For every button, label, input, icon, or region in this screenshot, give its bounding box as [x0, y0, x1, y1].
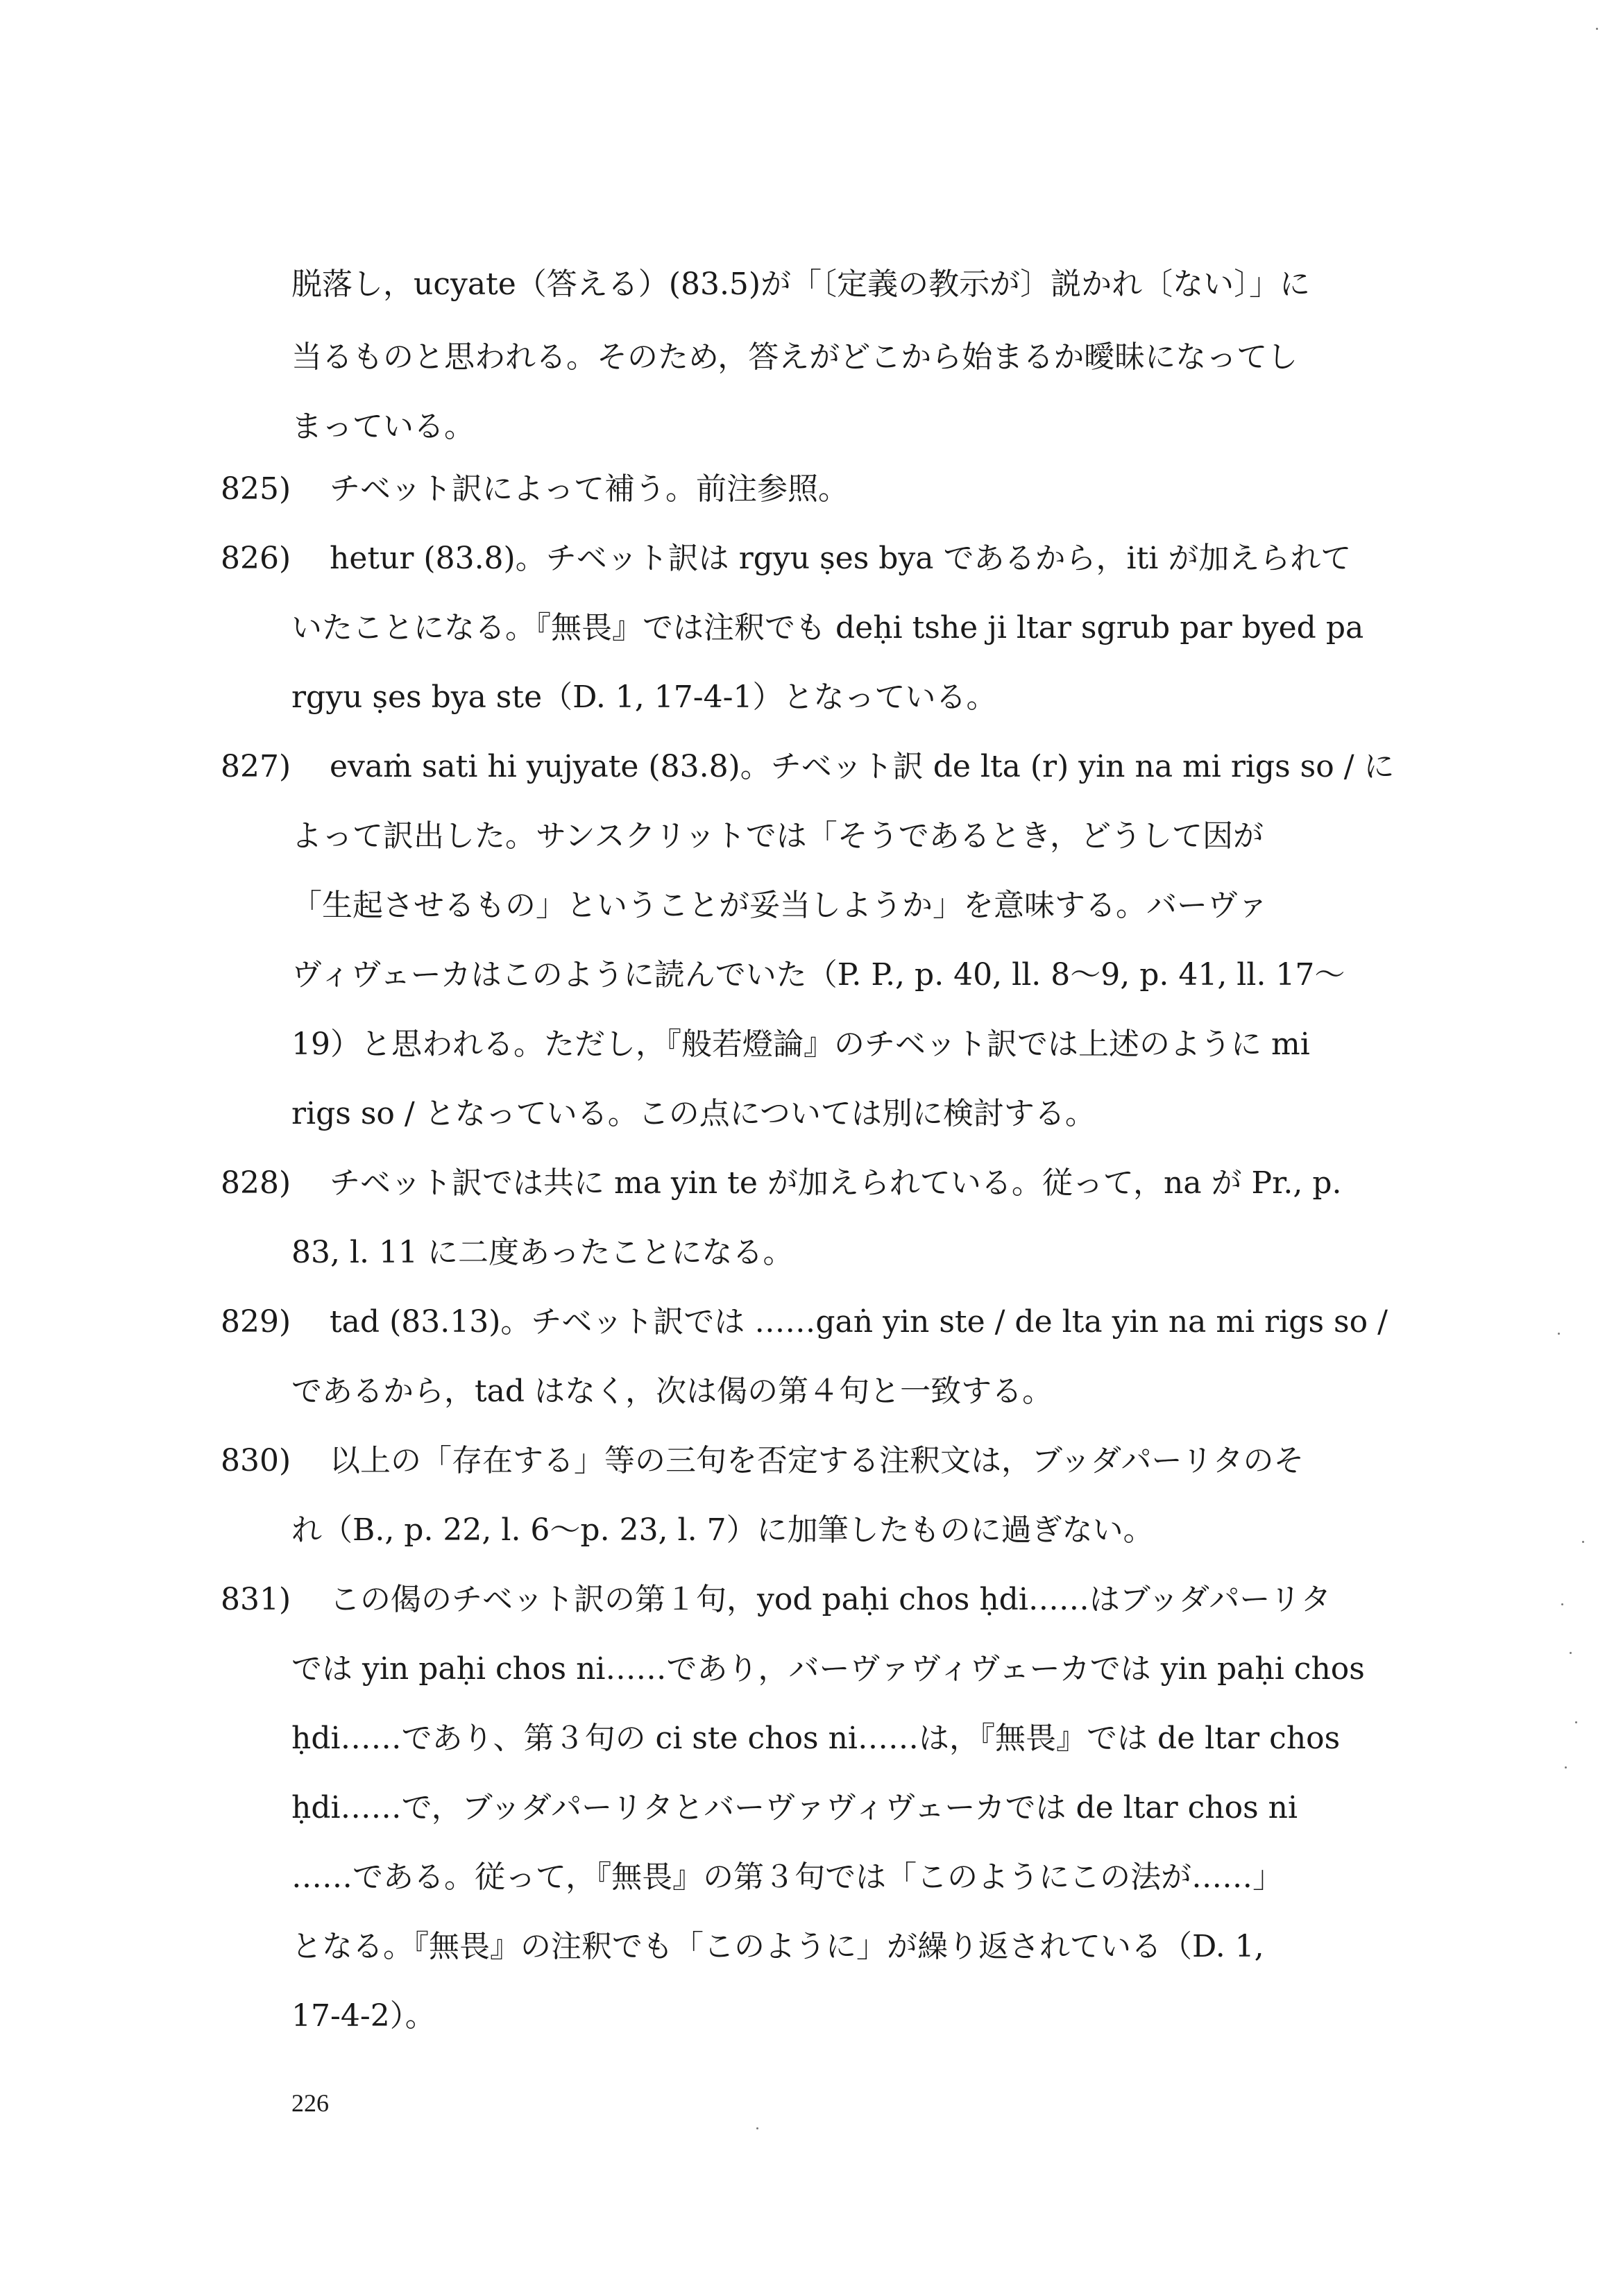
note-line: 83, l. 11 に二度あったことになる。	[291, 1235, 794, 1270]
note-line: よって訳出した。サンスクリットでは「そうであるとき，どうして因が	[291, 818, 1264, 854]
scan-speck	[1582, 1541, 1584, 1543]
continuation-line: 当るものと思われる。そのため，答えがどこから始まるか曖昧になってし	[291, 339, 1298, 375]
note-line: この偈のチベット訳の第１句，yod paḥi chos ḥdi……はブッダパーリタ	[330, 1582, 1332, 1617]
note-line: いたことになる。『無畏』では注釈でも deḥi tshe ji ltar sgrub par byed pa	[291, 610, 1364, 645]
page-number: 226	[291, 2089, 329, 2117]
note-line: となる。『無畏』の注釈でも「このように」が繰り返されている（D. 1,	[291, 1929, 1264, 1964]
note-line: 以上の「存在する」等の三句を否定する注釈文は，ブッダパーリタのそ	[330, 1443, 1305, 1478]
continuation-line: まっている。	[291, 409, 475, 444]
note-line: ……である。従って，『無畏』の第３句では「このようにこの法が……」	[291, 1859, 1284, 1895]
note-line: 17-4-2）。	[291, 1998, 436, 2034]
note-number: 831)	[221, 1582, 291, 1617]
note-line: では yin paḥi chos ni……であり，バーヴァヴィヴェーカでは yin paḥi chos	[291, 1651, 1365, 1687]
scan-speck	[1575, 1721, 1577, 1723]
note-line: れ（B., p. 22, l. 6〜p. 23, l. 7）に加筆したものに過ぎない。	[291, 1512, 1154, 1548]
note-line: 19）と思われる。ただし，『般若燈論』のチベット訳では上述のように mi	[291, 1027, 1310, 1062]
scan-speck	[1561, 1603, 1563, 1605]
continuation-line: 脱落し，ucyate（答える）(83.5)が「〔定義の教示が〕説かれ〔ない〕」に	[291, 267, 1311, 302]
scan-speck	[1570, 1652, 1572, 1654]
note-number: 827)	[221, 749, 291, 784]
scan-speck	[1565, 1766, 1567, 1769]
note-line: であるから，tad はなく，次は偈の第４句と一致する。	[291, 1374, 1053, 1409]
note-line: ḥdi……であり、第３句の ci ste chos ni……は，『無畏』では de ltar chos	[291, 1721, 1341, 1756]
note-line: hetur (83.8)。チベット訳は rgyu ṣes bya であるから，iti が加えられて	[330, 541, 1352, 576]
note-line: 「生起させるもの」ということが妥当しようか」を意味する。バーヴァ	[291, 888, 1268, 923]
note-number: 828)	[221, 1165, 291, 1201]
scan-speck	[1558, 1333, 1560, 1335]
note-number: 830)	[221, 1443, 291, 1478]
note-line: チベット訳によって補う。前注参照。	[330, 471, 849, 507]
note-line: tad (83.13)。チベット訳では ……gaṅ yin ste / de lta yin na mi rigs so /	[330, 1304, 1388, 1340]
note-line: チベット訳では共に ma yin te が加えられている。従って，na が Pr., p.	[330, 1165, 1342, 1201]
note-number: 829)	[221, 1304, 291, 1340]
note-number: 825)	[221, 471, 291, 507]
note-line: evaṁ sati hi yujyate (83.8)。チベット訳 de lta (r) yin na mi rigs so / に	[330, 749, 1395, 784]
scan-speck	[1596, 28, 1598, 30]
note-line: rigs so / となっている。この点については別に検討する。	[291, 1096, 1096, 1131]
note-line: ヴィヴェーカはこのように読んでいた（P. P., p. 40, ll. 8〜9, p. 41, ll. 17〜	[291, 957, 1345, 993]
note-number: 826)	[221, 541, 291, 576]
scan-speck	[756, 2127, 758, 2129]
note-line: rgyu ṣes bya ste（D. 1, 17-4-1）となっている。	[291, 679, 997, 715]
note-line: ḥdi……で，ブッダパーリタとバーヴァヴィヴェーカでは de ltar chos ni	[291, 1790, 1298, 1825]
